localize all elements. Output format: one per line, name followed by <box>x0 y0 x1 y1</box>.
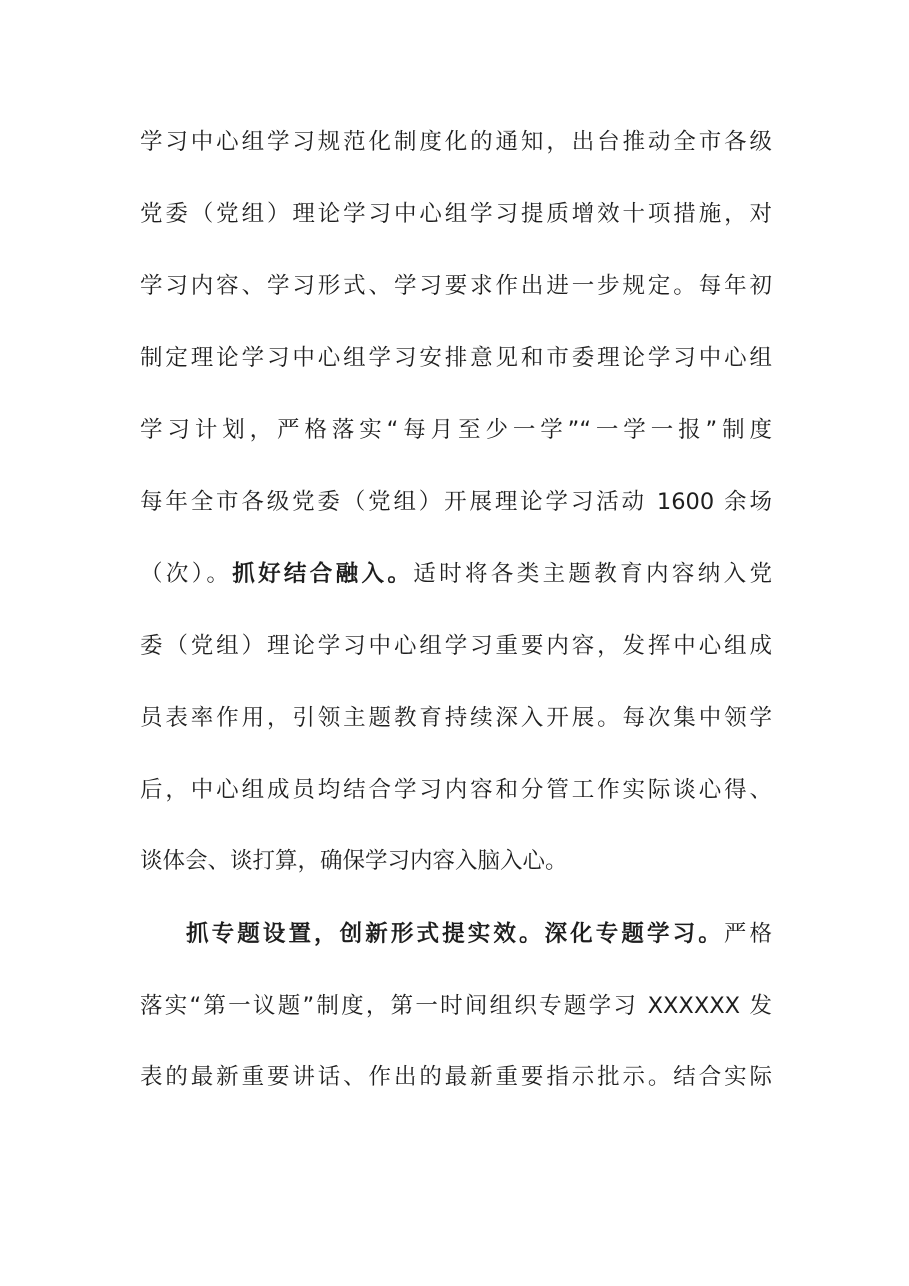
text-line: 表的最新重要讲话、作出的最新重要指示批示。结合实际 <box>140 1064 772 1090</box>
text-line: 制定理论学习中心组学习安排意见和市委理论学习中心组 <box>140 345 772 371</box>
text-line: 落实“第一议题”制度，第一时间组织专题学习 XXXXXX 发 <box>140 993 772 1019</box>
text-line: 学习中心组学习规范化制度化的通知，出台推动全市各级 <box>140 129 772 155</box>
text-line <box>140 556 772 592</box>
text-segment: 严格 <box>723 921 772 947</box>
text-segment: （次）。 <box>140 561 233 587</box>
bold-heading: 抓好结合融入。 <box>232 561 414 587</box>
text-line <box>186 916 772 952</box>
bold-heading: 抓专题设置，创新形式提实效。深化专题学习。 <box>186 921 724 947</box>
text-line: 委（党组）理论学习中心组学习重要内容，发挥中心组成 <box>140 633 772 659</box>
text-segment: 适时将各类主题教育内容纳入党 <box>413 561 772 587</box>
text-line: 谈体会、谈打算，确保学习内容入脑入心。 <box>140 848 568 874</box>
text-line: 党委（党组）理论学习中心组学习提质增效十项措施，对 <box>140 201 772 227</box>
text-line: 员表率作用，引领主题教育持续深入开展。每次集中领学 <box>140 705 772 731</box>
text-line: 后，中心组成员均结合学习内容和分管工作实际谈心得、 <box>140 777 772 803</box>
text-line: 学习内容、学习形式、学习要求作出进一步规定。每年初 <box>140 273 772 299</box>
text-line: 每年全市各级党委（党组）开展理论学习活动 1600 余场 <box>140 489 772 515</box>
text-line: 学习计划，严格落实“每月至少一学”“一学一报”制度 <box>140 417 772 443</box>
